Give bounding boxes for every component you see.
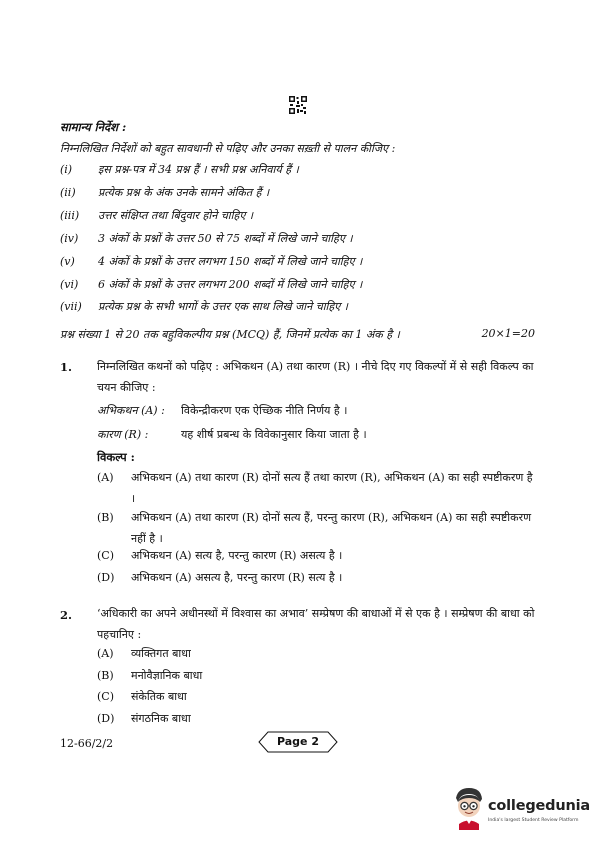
assertion-row xyxy=(97,403,347,418)
instruction-text: प्रत्येक प्रश्न के अंक उनके सामने अंकित हैं । xyxy=(98,186,270,199)
question-number: 1. xyxy=(60,360,73,374)
instruction-text: प्रत्येक प्रश्न के सभी भागों के उत्तर एक साथ लिखे जाने चाहिए । xyxy=(98,300,348,313)
collegedunia-wordmark: collegedunia xyxy=(488,798,590,814)
option-text: व्यक्तिगत बाधा xyxy=(131,647,191,660)
option-label: (A) xyxy=(97,471,114,484)
paper-code: 12-66/2/2 xyxy=(60,737,114,750)
options-heading: विकल्प : xyxy=(97,450,135,464)
question-text: निम्नलिखित कथनों को पढ़िए : अभिकथन (A) तथा कारण (R) । नीचे दिए गए विकल्पों में से सही विकल्प का चयन कीजिए : xyxy=(97,360,534,394)
instruction-text: 6 अंकों के प्रश्नों के उत्तर लगभग 200 शब्दों में लिखे जाने चाहिए । xyxy=(98,278,363,291)
reason-row xyxy=(97,427,367,442)
option-text: अभिकथन (A) सत्य है, परन्तु कारण (R) असत्य है । xyxy=(131,549,343,562)
option-label: (C) xyxy=(97,690,114,703)
instruction-item xyxy=(60,162,299,177)
instruction-num: (iii) xyxy=(60,209,80,222)
collegedunia-mascot-logo xyxy=(452,786,486,830)
instruction-num: (iv) xyxy=(60,232,79,245)
option-text: संकेतिक बाधा xyxy=(131,690,187,703)
option-text: संगठनिक बाधा xyxy=(131,712,191,725)
question-number: 2. xyxy=(60,608,73,622)
instructions-title: सामान्य निर्देश : xyxy=(60,120,127,134)
instruction-num: (i) xyxy=(60,163,73,176)
collegedunia-logo xyxy=(452,786,592,836)
mcq-marks: 20×1=20 xyxy=(481,327,535,340)
option-label: (B) xyxy=(97,511,114,524)
instruction-num: (ii) xyxy=(60,186,76,199)
instruction-item xyxy=(60,299,348,314)
assertion-text: विकेन्द्रीकरण एक ऐच्छिक नीति निर्णय है । xyxy=(181,404,348,417)
instruction-item xyxy=(60,185,269,200)
option-label: (B) xyxy=(97,669,114,682)
instruction-text: 4 अंकों के प्रश्नों के उत्तर लगभग 150 शब्दों में लिखे जाने चाहिए । xyxy=(98,255,363,268)
instruction-item xyxy=(60,231,353,246)
page-number: Page 2 xyxy=(276,735,319,748)
qr-code-icon xyxy=(289,96,307,114)
instruction-num: (v) xyxy=(60,255,75,268)
option-label: (D) xyxy=(97,712,115,725)
mcq-note-text: प्रश्न संख्या 1 से 20 तक बहुविकल्पीय प्रश्न (MCQ) हैं, जिनमें प्रत्येक का 1 अंक है । xyxy=(60,328,400,341)
collegedunia-tagline: India's largest Student Review Platform xyxy=(488,818,579,823)
instruction-text: 3 अंकों के प्रश्नों के उत्तर 50 से 75 शब्दों में लिखे जाने चाहिए । xyxy=(98,232,353,245)
instruction-item xyxy=(60,277,362,292)
assertion-label: अभिकथन (A) : xyxy=(97,404,165,417)
reason-label: कारण (R) : xyxy=(97,428,149,441)
instruction-text: उत्तर संक्षिप्त तथा बिंदुवार होने चाहिए । xyxy=(98,209,254,222)
option-text: अभिकथन (A) असत्य है, परन्तु कारण (R) सत्य है । xyxy=(131,571,343,584)
instruction-num: (vi) xyxy=(60,278,79,291)
reason-text: यह शीर्ष प्रबन्ध के विवेकानुसार किया जाता है । xyxy=(181,428,367,441)
option-label: (D) xyxy=(97,571,115,584)
question-text: ‘अधिकारी का अपने अधीनस्थों में विश्वास का अभाव’ सम्प्रेषण की बाधाओं में से एक है । सम्प्रेषण की बाधा को पहचानिए : xyxy=(97,607,535,641)
instruction-num: (vii) xyxy=(60,300,82,313)
instruction-text: इस प्रश्न-पत्र में 34 प्रश्न हैं । सभी प्रश्न अनिवार्य हैं । xyxy=(98,163,299,176)
instruction-item xyxy=(60,254,362,269)
option-label: (C) xyxy=(97,549,114,562)
instruction-item xyxy=(60,208,253,223)
instructions-intro: निम्नलिखित निर्देशों को बहुत सावधानी से पढ़िए और उनका सख़्ती से पालन कीजिए : xyxy=(60,142,396,155)
option-text: अभिकथन (A) तथा कारण (R) दोनों सत्य हैं तथा कारण (R), अभिकथन (A) का सही स्पष्टीकरण है । xyxy=(131,471,533,505)
mcq-note xyxy=(60,327,535,342)
page-number-badge xyxy=(258,731,338,753)
option-text: अभिकथन (A) तथा कारण (R) दोनों सत्य हैं, परन्तु कारण (R), अभिकथन (A) का सही स्पष्टीकरण नहीं है । xyxy=(131,511,532,545)
option-label: (A) xyxy=(97,647,114,660)
option-text: मनोवैज्ञानिक बाधा xyxy=(131,669,203,682)
